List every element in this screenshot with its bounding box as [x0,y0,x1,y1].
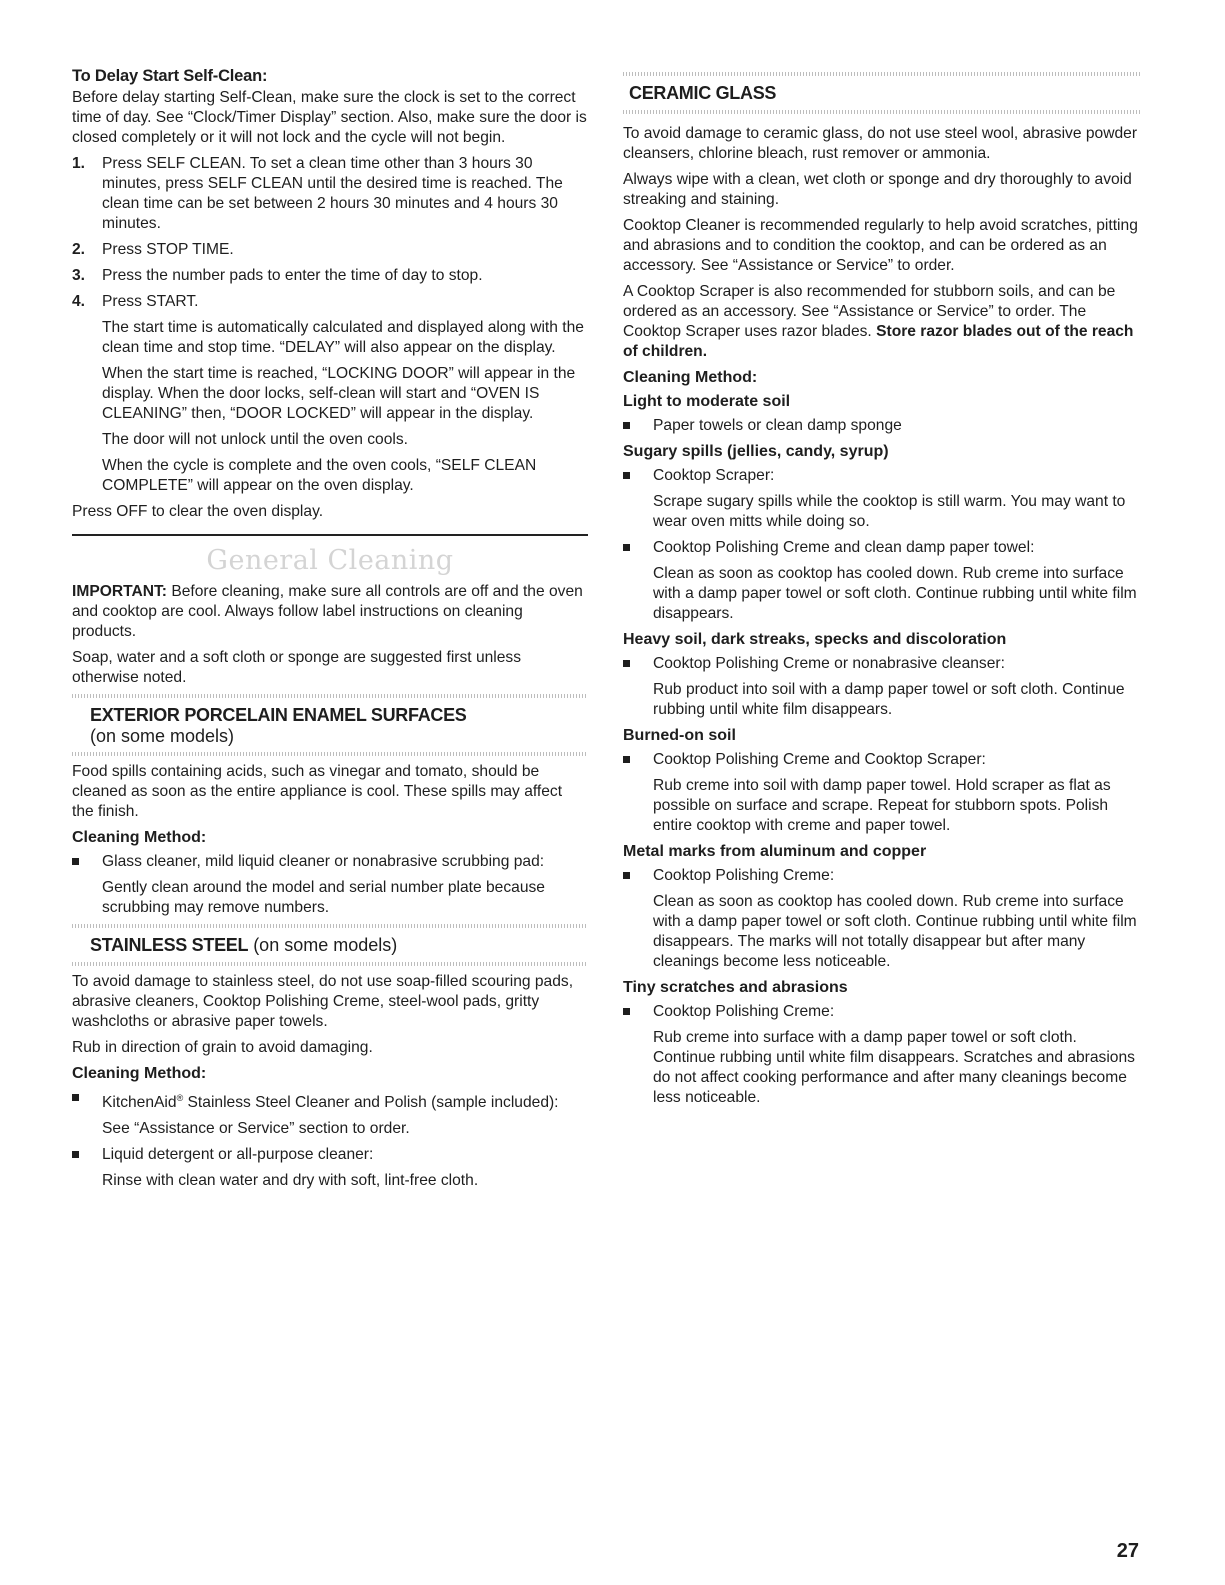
general-cleaning-title: General Cleaning [206,545,454,576]
list-item [623,416,1141,436]
square-bullet-icon [623,1002,653,1022]
exterior-text: Food spills containing acids, such as vinegar and tomato, should be cleaned as soon as the entire appliance is cool. These spills may affect the finish. [72,763,563,820]
dotted-band [72,962,588,966]
step-4-detail: The start time is automatically calculated and displayed along with the clean time and stop time. “DELAY” will also appear on the display. [102,319,584,356]
stainless-text: To avoid damage to stainless steel, do not use soap-filled scouring pads, abrasive cleaners, Cooktop Polishing Creme, steel-wool pads, gritty washcloths or abrasive paper towels. [72,973,574,1030]
bullet-detail: Clean as soon as cooktop has cooled down. Rub creme into surface with a damp paper towel or soft cloth. Continue rubbing until white film disappears. [653,565,1137,622]
square-bullet-icon [623,654,653,674]
list-item [72,852,588,872]
list-item [72,1088,588,1113]
soil-heading: Metal marks from aluminum and copper [623,843,927,860]
soil-heading: Sugary spills (jellies, candy, syrup) [623,443,889,460]
ceramic-text: Always wipe with a clean, wet cloth or sponge and dry thoroughly to avoid streaking and staining. [623,171,1132,208]
ceramic-scraper-text: A Cooktop Scraper is also recommended for stubborn soils, and can be ordered as an accessory. See “Assistance or Service” to order. The Cooktop Scraper uses razor blades. [623,283,1116,340]
step-number: 4. [72,293,86,310]
list-item [623,750,1141,770]
delay-intro: Before delay starting Self-Clean, make sure the clock is set to the correct time of day. See “Clock/Timer Display” section. Also, make sure the door is closed completely or it will not lock and the cycle will not begin. [72,89,587,146]
important-label: IMPORTANT: [72,583,167,600]
delay-steps [72,154,588,496]
step-text: Press START. [102,293,199,310]
stainless-header [72,924,588,966]
square-bullet-icon [72,1145,102,1165]
step-number: 3. [72,267,86,284]
important-note [72,582,588,642]
bullet-text: Cooktop Polishing Creme or nonabrasive cleanser: [653,655,1005,672]
step-3 [72,266,588,286]
list-item [72,1145,588,1165]
step-number: 1. [72,155,86,172]
exterior-header [72,694,588,756]
exterior-title: EXTERIOR PORCELAIN ENAMEL SURFACES [90,705,467,725]
stainless-note: (on some models) [248,935,398,955]
list-item [623,866,1141,886]
left-column [72,60,588,1197]
important-text: Before cleaning, make sure all controls are off and the oven and cooktop are cool. Always follow label instructions on cleaning products. [72,583,583,640]
bullet-text: Cooktop Scraper: [653,467,775,484]
bullet-detail: Gently clean around the model and serial number plate because scrubbing may remove numbers. [102,879,545,916]
bullet-detail: Rub product into soil with a damp paper towel or soft cloth. Continue rubbing until white film disappears. [653,681,1125,718]
square-bullet-icon [623,416,653,436]
list-item [623,654,1141,674]
square-bullet-icon [72,852,102,872]
square-bullet-icon [623,538,653,558]
ceramic-text [623,282,1141,362]
bullet-detail: Rub creme into surface with a damp paper towel or soft cloth. Continue rubbing until white film disappears. Scratches and abrasions do not affect cooking performance and after many cleanings become less noticeable. [653,1029,1135,1106]
dotted-band [623,110,1141,114]
square-bullet-icon [72,1088,102,1113]
step-text: Press SELF CLEAN. To set a clean time other than 3 hours 30 minutes, press SELF CLEAN until the desired time is reached. The clean time can be set between 2 hours 30 minutes and 4 hours 30 minutes. [102,155,563,232]
delay-after-text: Press OFF to clear the oven display. [72,503,324,520]
soil-heading: Tiny scratches and abrasions [623,979,848,996]
list-item [623,466,1141,486]
square-bullet-icon [623,750,653,770]
section-divider [72,534,588,536]
cleaning-method-heading: Cleaning Method: [72,829,207,846]
step-number: 2. [72,241,86,258]
soil-heading: Light to moderate soil [623,393,791,410]
soil-heading: Heavy soil, dark streaks, specks and discoloration [623,631,1007,648]
delay-start-heading: To Delay Start Self-Clean: [72,67,268,85]
bullet-text: Cooktop Polishing Creme: [653,1003,835,1020]
step-text: Press STOP TIME. [102,241,234,258]
bullet-text: Glass cleaner, mild liquid cleaner or nonabrasive scrubbing pad: [102,853,545,870]
bullet-text-rest: Stainless Steel Cleaner and Polish (sample included): [183,1094,559,1112]
bullet-text: Cooktop Polishing Creme and clean damp paper towel: [653,539,1035,556]
bullet-detail: Scrape sugary spills while the cooktop is still warm. You may want to wear oven mitts while doing so. [653,493,1126,530]
bullet-detail: Clean as soon as cooktop has cooled down. Rub creme into surface with a damp paper towel or soft cloth. Continue rubbing until white film disappears. The marks will not totally disappear but after many cleanings become less noticeable. [653,893,1137,970]
bullet-text: Cooktop Polishing Creme: [653,867,835,884]
bullet-detail: Rinse with clean water and dry with soft, lint-free cloth. [102,1172,479,1190]
bullet-text: Liquid detergent or all-purpose cleaner: [102,1146,374,1164]
step-2 [72,240,588,260]
bullet-text: Cooktop Polishing Creme and Cooktop Scraper: [653,751,986,768]
cleaning-method-heading: Cleaning Method: [623,369,758,386]
ceramic-text: Cooktop Cleaner is recommended regularly to help avoid scratches, pitting and abrasions and to condition the cooktop, and can be ordered as an accessory. See “Assistance or Service” to order. [623,217,1138,274]
bullet-text [102,1088,559,1113]
step-4-detail: When the cycle is complete and the oven cools, “SELF CLEAN COMPLETE” will appear on the oven display. [102,457,537,494]
bullet-detail: See “Assistance or Service” section to order. [102,1120,410,1138]
square-bullet-icon [623,866,653,886]
soil-heading: Burned-on soil [623,727,736,744]
step-1 [72,154,588,234]
step-text: Press the number pads to enter the time of day to stop. [102,267,483,284]
list-item [623,538,1141,558]
dotted-band [72,752,588,756]
step-4-detail: When the start time is reached, “LOCKING DOOR” will appear in the display. When the door locks, self-clean will start and “OVEN IS CLEANING” then, “DOOR LOCKED” will appear in the display. [102,365,576,422]
stainless-title: STAINLESS STEEL [90,935,249,955]
step-4 [72,292,588,496]
bullet-text: Paper towels or clean damp sponge [653,417,902,434]
bullet-detail: Rub creme into soil with damp paper towel. Hold scraper as flat as possible on surface and scrape. Repeat for stubborn spots. Polish entire cooktop with creme and paper towel. [653,777,1111,834]
registered-mark: ® [176,1093,184,1103]
ceramic-text: To avoid damage to ceramic glass, do not use steel wool, abrasive powder cleansers, chlorine bleach, rust remover or ammonia. [623,125,1138,162]
ceramic-header [623,72,1141,114]
razor-warning: Store razor blades out of the reach of children. [623,323,1134,360]
soap-note: Soap, water and a soft cloth or sponge are suggested first unless otherwise noted. [72,649,522,686]
ceramic-title: CERAMIC GLASS [629,83,777,103]
right-column [623,72,1141,1114]
page-number: 27 [1116,1540,1139,1562]
stainless-text: Rub in direction of grain to avoid damaging. [72,1039,373,1056]
step-4-detail: The door will not unlock until the oven cools. [102,431,408,448]
brand-name: KitchenAid [102,1094,177,1112]
list-item [623,1002,1141,1022]
exterior-note: (on some models) [90,726,235,746]
cleaning-method-heading: Cleaning Method: [72,1065,207,1082]
square-bullet-icon [623,466,653,486]
